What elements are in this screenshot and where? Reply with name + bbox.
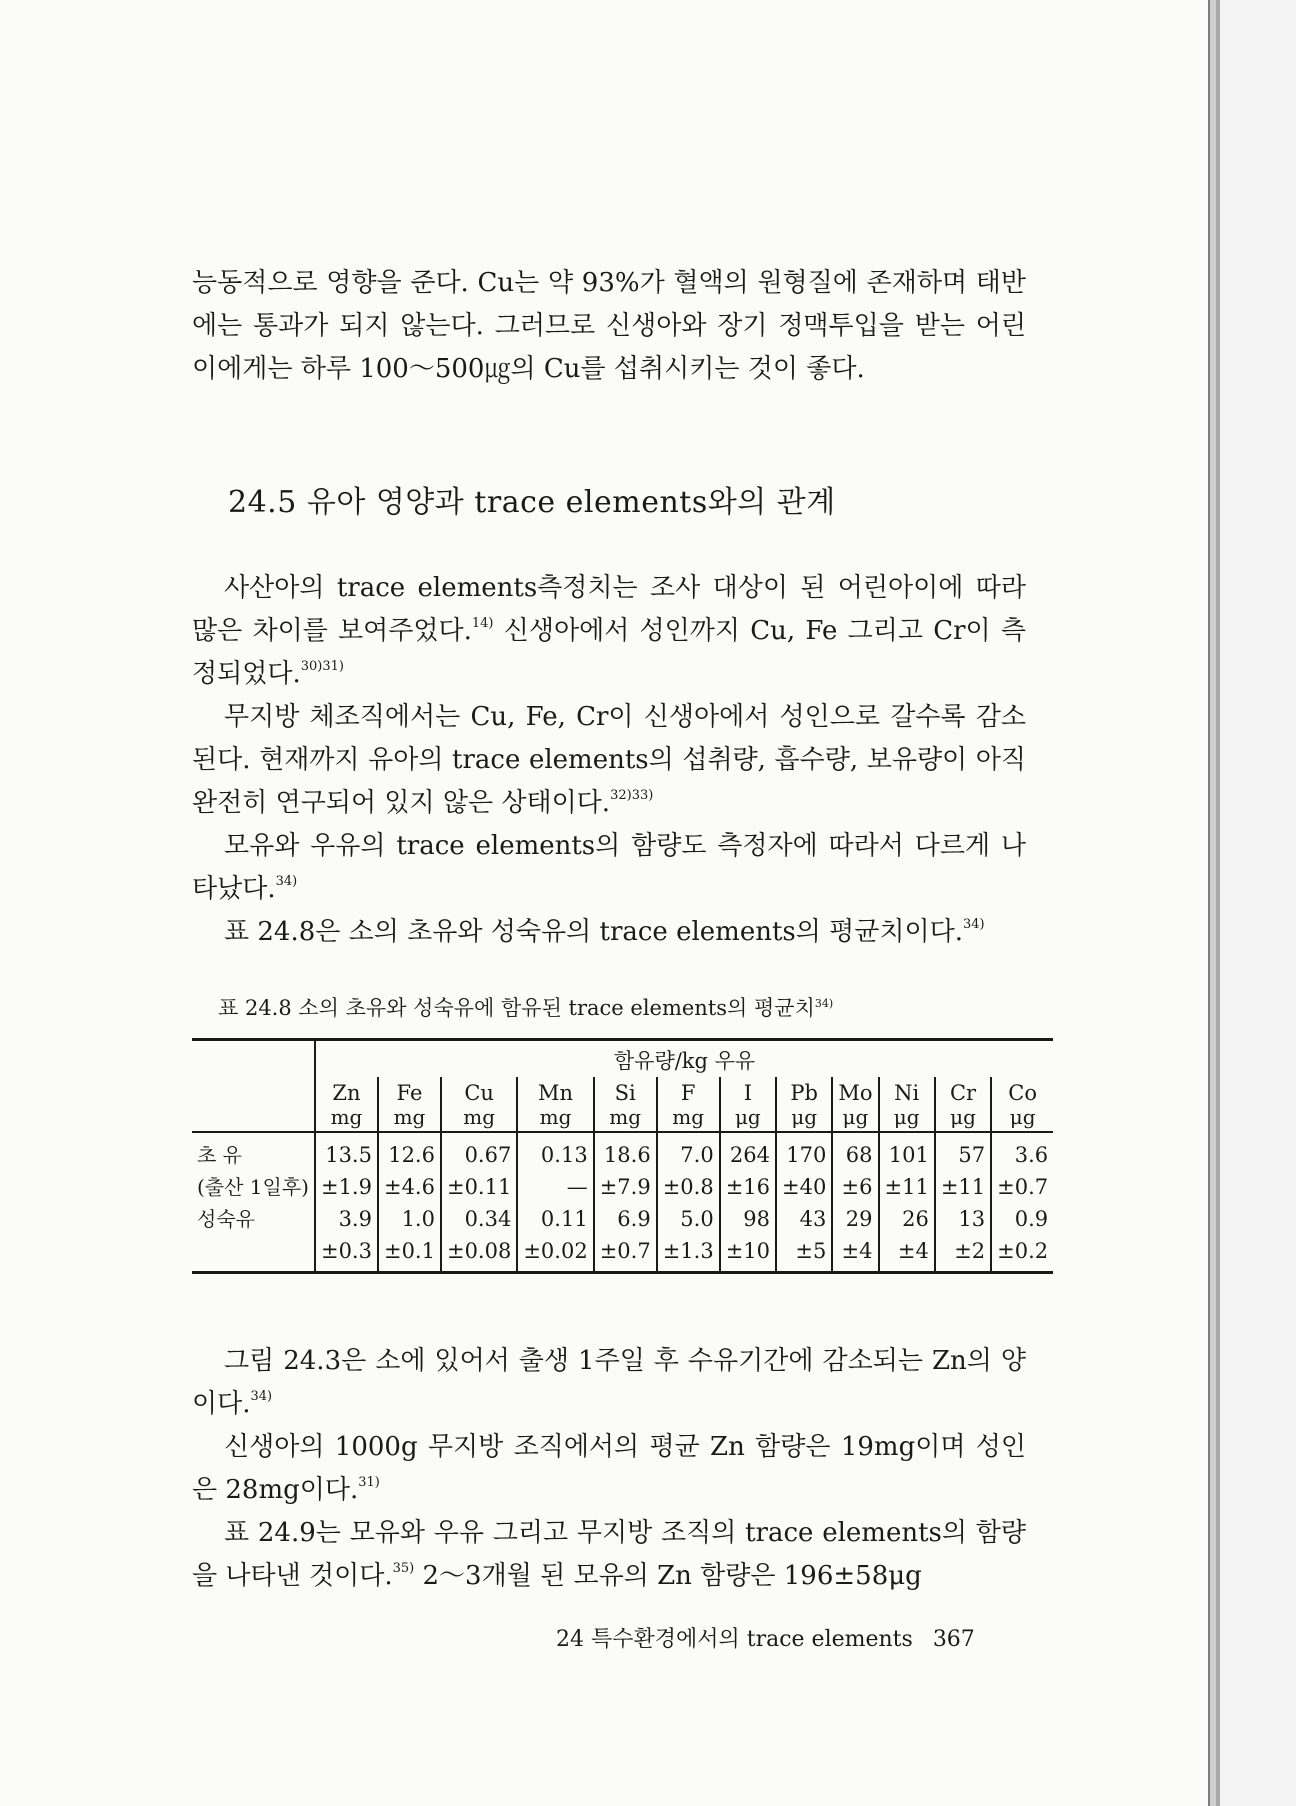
- table-cell: 7.0: [657, 1132, 720, 1171]
- table-cell: 264: [720, 1132, 776, 1171]
- reference: 34): [275, 874, 298, 889]
- table-row: [192, 1235, 1053, 1273]
- table-cell: 13.5: [315, 1132, 378, 1171]
- paragraph-text: 모유와 우유의 trace elements의 함량도 측정자에 따라서 다르게 나타났다.: [192, 831, 1026, 904]
- page-number: 367: [932, 1627, 975, 1652]
- row-label-header: [192, 1077, 315, 1132]
- paragraph-text: 표 24.8은 소의 초유와 성숙유의 trace elements의 평균치이다.: [224, 917, 963, 947]
- element-symbol: Pb: [790, 1081, 818, 1105]
- reference: 34): [814, 997, 834, 1010]
- table-cell: ±11: [879, 1171, 935, 1203]
- table-row: [192, 1132, 1053, 1171]
- column-header: [378, 1077, 441, 1132]
- reference: 34): [250, 1389, 273, 1404]
- element-symbol: Fe: [396, 1081, 423, 1105]
- paragraph: [192, 1426, 1026, 1512]
- table-cell: 0.9: [991, 1203, 1053, 1235]
- table-cell: ±10: [720, 1235, 776, 1273]
- table-cell: ±16: [720, 1171, 776, 1203]
- unit-label: mg: [672, 1105, 705, 1129]
- column-header: [594, 1077, 657, 1132]
- column-header: [720, 1077, 776, 1132]
- table-group-header-row: [192, 1040, 1053, 1078]
- table-cell: ±0.8: [657, 1171, 720, 1203]
- section-body: [192, 567, 1026, 954]
- table-cell: ±5: [776, 1235, 832, 1273]
- unit-label: μg: [734, 1105, 761, 1129]
- table-cell: 29: [832, 1203, 878, 1235]
- paragraph: [192, 1340, 1026, 1426]
- top-paragraph: [192, 262, 1026, 391]
- unit-label: mg: [463, 1105, 496, 1129]
- table-cell: ±0.02: [517, 1235, 593, 1273]
- reference: 32)33): [610, 788, 654, 803]
- table-cell: ±6: [832, 1171, 878, 1203]
- paragraph-text: 신생아에서 성인까지 Cu, Fe 그리고 Cr이 측정되었다.: [192, 616, 1026, 689]
- table-cell: 13: [935, 1203, 991, 1235]
- row-label: 초 유: [197, 1143, 242, 1167]
- element-symbol: Si: [614, 1081, 636, 1105]
- table-cell: ±0.1: [378, 1235, 441, 1273]
- table-caption: [218, 992, 833, 1022]
- table-container: [192, 1038, 1049, 1274]
- unit-label: mg: [539, 1105, 572, 1129]
- paragraph-text: 사산아의 trace elements측정치는 조사 대상이 된 어린아이에 따라 많은 차이를 보여주었다.: [192, 573, 1026, 646]
- table-cell: 0.11: [517, 1203, 593, 1235]
- element-symbol: Co: [1008, 1081, 1038, 1105]
- table-body: [192, 1132, 1053, 1273]
- unit-label: μg: [893, 1105, 920, 1129]
- paragraph: [192, 1512, 1026, 1598]
- table-cell: ±4: [879, 1235, 935, 1273]
- unit-label: mg: [393, 1105, 426, 1129]
- paragraph-text: 2～3개월 된 모유의 Zn 함량은 196±58μg: [414, 1561, 922, 1591]
- element-symbol: Mn: [537, 1081, 574, 1105]
- table-cell: 57: [935, 1132, 991, 1171]
- table-cell: ±0.2: [991, 1235, 1053, 1273]
- paragraph: [192, 911, 1026, 954]
- table-cell: ±2: [935, 1235, 991, 1273]
- paragraph: [192, 696, 1026, 825]
- element-symbol: F: [680, 1081, 696, 1105]
- reference: 31): [358, 1475, 380, 1490]
- table-cell: 170: [776, 1132, 832, 1171]
- column-header: [315, 1077, 378, 1132]
- unit-label: mg: [609, 1105, 642, 1129]
- row-label: 성숙유: [197, 1207, 255, 1231]
- table-row: [192, 1203, 1053, 1235]
- table-row: [192, 1171, 1053, 1203]
- table-cell: 12.6: [378, 1132, 441, 1171]
- table-cell: ±0.3: [315, 1235, 378, 1273]
- paragraph-text: 그림 24.3은 소에 있어서 출생 1주일 후 수유기간에 감소되는 Zn의 양이다.: [192, 1346, 1026, 1419]
- unit-label: μg: [842, 1105, 869, 1129]
- paragraph-text: 신생아의 1000g 무지방 조직에서의 평균 Zn 함량은 19mg이며 성인은 28mg이다.: [192, 1432, 1026, 1505]
- table-cell: ±7.9: [594, 1171, 657, 1203]
- table-cell: 6.9: [594, 1203, 657, 1235]
- section-heading: 24.5 유아 영양과 trace elements와의 관계: [228, 485, 836, 520]
- table-cell: —: [517, 1171, 593, 1203]
- column-header: [935, 1077, 991, 1132]
- table-cell: 0.34: [441, 1203, 517, 1235]
- row-label: [192, 1235, 315, 1273]
- table-cell: 18.6: [594, 1132, 657, 1171]
- unit-label: mg: [330, 1105, 363, 1129]
- table-cell: 0.13: [517, 1132, 593, 1171]
- paragraph-text: 무지방 체조직에서는 Cu, Fe, Cr이 신생아에서 성인으로 갈수록 감소된다. 현재까지 유아의 trace elements의 섭취량, 흡수량, 보유량이 아직 완전히 연구되어 있지 않은 상태이다.: [192, 702, 1026, 818]
- column-header: [832, 1077, 878, 1132]
- table-cell: ±1.9: [315, 1171, 378, 1203]
- table-cell: ±40: [776, 1171, 832, 1203]
- table-cell: 101: [879, 1132, 935, 1171]
- table-cell: 98: [720, 1203, 776, 1235]
- unit-label: μg: [950, 1105, 976, 1129]
- element-symbol: Zn: [332, 1081, 361, 1105]
- table-cell: 5.0: [657, 1203, 720, 1235]
- table-cell: ±0.11: [441, 1171, 517, 1203]
- table-cell: ±0.7: [594, 1235, 657, 1273]
- table-cell: ±0.08: [441, 1235, 517, 1273]
- paragraph: [192, 567, 1026, 696]
- table-cell: 43: [776, 1203, 832, 1235]
- paragraph-text: 능동적으로 영향을 준다. Cu는 약 93%가 혈액의 원형질에 존재하며 태반에는 통과가 되지 않는다. 그러므로 신생아와 장기 정맥투입을 받는 어린이에게는 하루 100～500㎍의 Cu를 섭취시키는 것이 좋다.: [192, 268, 1026, 384]
- table-cell: ±4.6: [378, 1171, 441, 1203]
- column-header: [517, 1077, 593, 1132]
- table-cell: 3.9: [315, 1203, 378, 1235]
- caption-text: 표 24.8 소의 초유와 성숙유에 함유된 trace elements의 평균치: [218, 996, 815, 1020]
- group-header: 함유량/kg 우유: [315, 1040, 1053, 1078]
- paragraph-text: 표 24.9는 모유와 우유 그리고 무지방 조직의 trace elements의 함량을 나타낸 것이다.: [192, 1518, 1026, 1591]
- page-footer: [556, 1622, 975, 1653]
- unit-label: μg: [1009, 1105, 1036, 1129]
- bottom-body: [192, 1340, 1026, 1598]
- element-symbol: Ni: [894, 1081, 920, 1105]
- table-cell: ±0.7: [991, 1171, 1053, 1203]
- trace-elements-table: [192, 1038, 1053, 1274]
- table-cell: 26: [879, 1203, 935, 1235]
- column-header: [776, 1077, 832, 1132]
- unit-label: μg: [791, 1105, 818, 1129]
- table-cell: 3.6: [991, 1132, 1053, 1171]
- element-symbol: Cr: [949, 1081, 977, 1105]
- table-cell: 0.67: [441, 1132, 517, 1171]
- reference: 34): [962, 917, 985, 932]
- running-head: 24 특수환경에서의 trace elements: [556, 1627, 913, 1652]
- column-header: [879, 1077, 935, 1132]
- column-header: [991, 1077, 1053, 1132]
- reference: 30)31): [300, 659, 344, 674]
- element-symbol: Cu: [464, 1081, 494, 1105]
- row-label-header: [192, 1040, 315, 1078]
- table-cell: ±11: [935, 1171, 991, 1203]
- row-label: (출산 1일후): [197, 1175, 309, 1199]
- element-symbol: I: [743, 1081, 752, 1105]
- paragraph: [192, 825, 1026, 911]
- reference: 35): [392, 1561, 415, 1576]
- element-symbol: Mo: [838, 1081, 873, 1105]
- table-cell: 68: [832, 1132, 878, 1171]
- reference: 14): [471, 616, 494, 631]
- table-cell: ±4: [832, 1235, 878, 1273]
- table-column-header-row: [192, 1077, 1053, 1132]
- column-header: [657, 1077, 720, 1132]
- page-gutter: [1220, 0, 1296, 1806]
- table-cell: ±1.3: [657, 1235, 720, 1273]
- column-header: [441, 1077, 517, 1132]
- table-cell: 1.0: [378, 1203, 441, 1235]
